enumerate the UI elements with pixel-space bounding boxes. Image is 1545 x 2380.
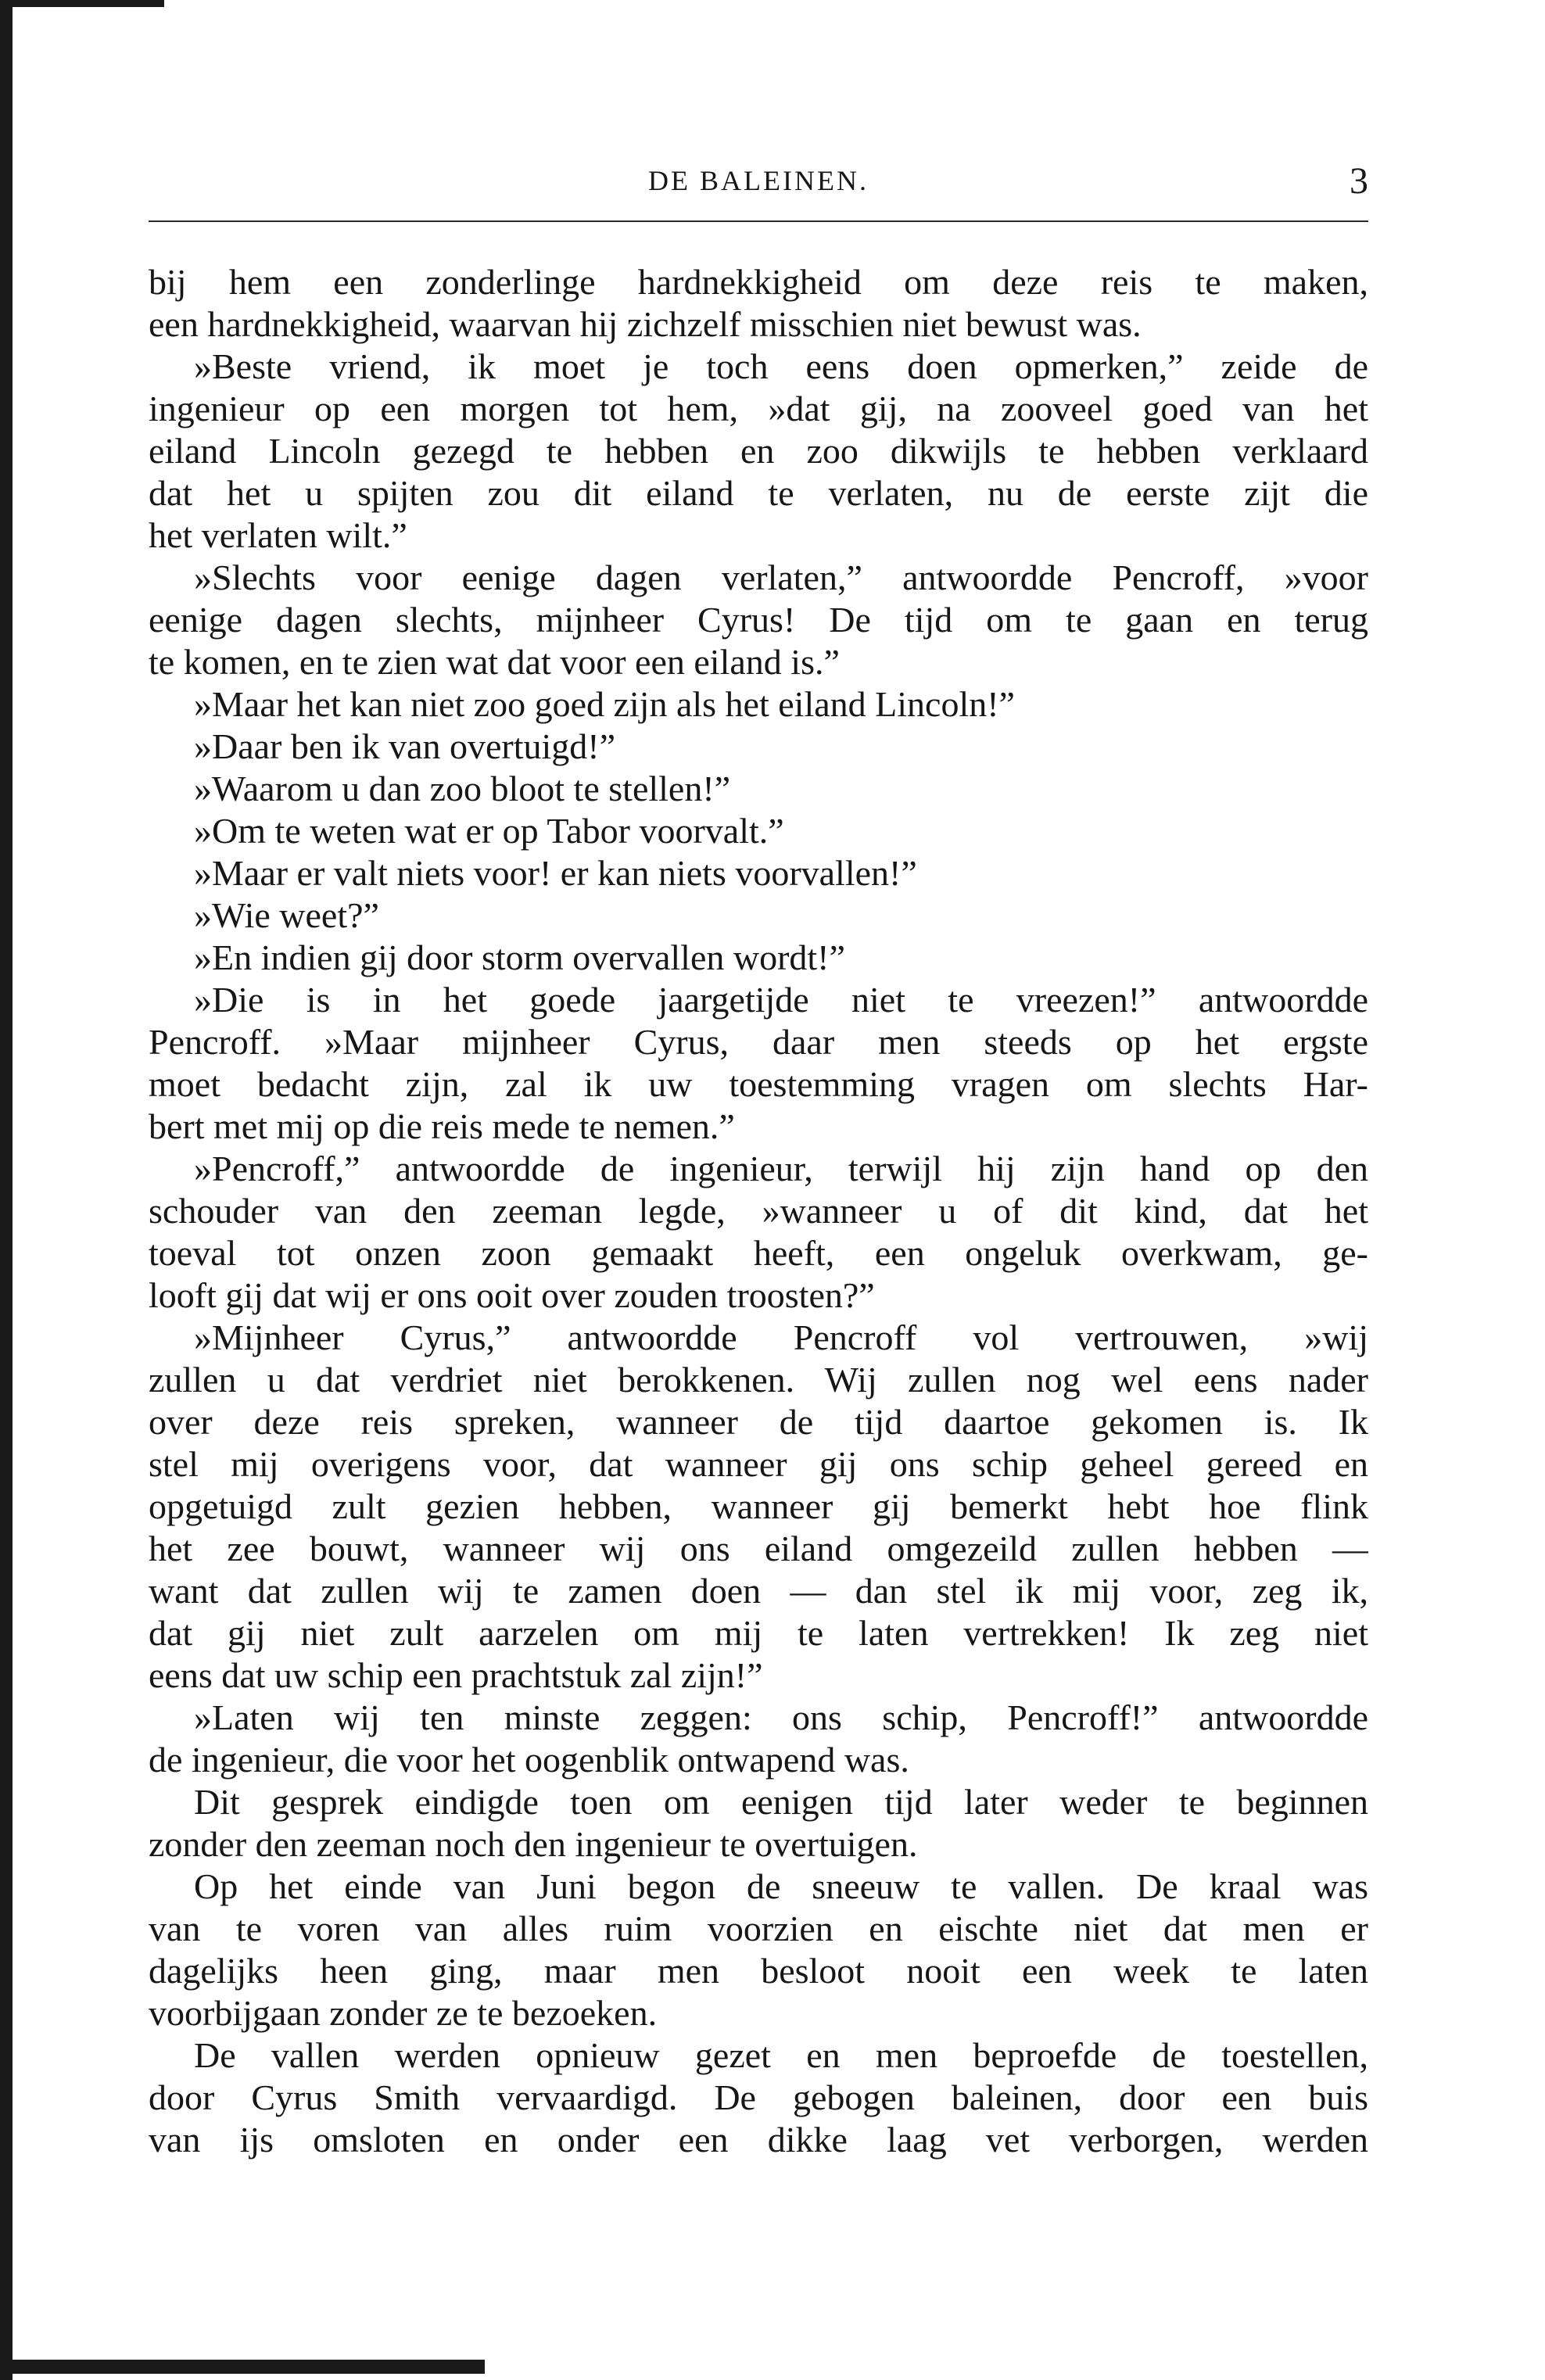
text-line: stel mij overigens voor, dat wanneer gij ons schip geheel gereed en bbox=[149, 1444, 1368, 1484]
text-line: bij hem een zonderlinge hardnekkigheid om deze reis te maken, bbox=[149, 262, 1368, 302]
text-line: opgetuigd zult gezien hebben, wanneer gij bemerkt hebt hoe flink bbox=[149, 1486, 1368, 1526]
text-line: een hardnekkigheid, waarvan hij zichzelf misschien niet bewust was. bbox=[149, 304, 1142, 344]
text-line: van te voren van alles ruim voorzien en eischte niet dat men er bbox=[149, 1909, 1368, 1948]
page-number: 3 bbox=[1350, 160, 1368, 202]
text-line: looft gij dat wij er ons ooit over zouden troosten?” bbox=[149, 1275, 875, 1315]
text-line: eenige dagen slechts, mijnheer Cyrus! De tijd om te gaan en terug bbox=[149, 600, 1368, 640]
header-rule bbox=[149, 220, 1368, 222]
text-line: zullen u dat verdriet niet berokkenen. Wij zullen nog wel eens nader bbox=[149, 1360, 1368, 1400]
text-line: Pencroff. »Maar mijnheer Cyrus, daar men steeds op het ergste bbox=[149, 1022, 1368, 1062]
text-line: »Laten wij ten minste zeggen: ons schip, Pencroff!” antwoordde bbox=[194, 1697, 1368, 1737]
scan-edge-bottom bbox=[0, 2360, 485, 2374]
scan-edge-left bbox=[0, 0, 13, 2380]
text-line: eens dat uw schip een prachtstuk zal zijn!” bbox=[149, 1655, 763, 1695]
text-line: ingenieur op een morgen tot hem, »dat gij, na zooveel goed van het bbox=[149, 389, 1368, 428]
text-line: »Die is in het goede jaargetijde niet te vreezen!” antwoordde bbox=[194, 980, 1368, 1020]
text-line: »Maar het kan niet zoo goed zijn als het eiland Lincoln!” bbox=[194, 684, 1015, 724]
text-line: toeval tot onzen zoon gemaakt heeft, een ongeluk overkwam, ge- bbox=[149, 1233, 1368, 1273]
text-line: de ingenieur, die voor het oogenblik ontwapend was. bbox=[149, 1740, 909, 1780]
text-line: schouder van den zeeman legde, »wanneer u of dit kind, dat het bbox=[149, 1191, 1368, 1231]
page-header bbox=[149, 155, 1368, 217]
text-line: »Slechts voor eenige dagen verlaten,” antwoordde Pencroff, »voor bbox=[194, 557, 1368, 597]
text-line: dat het u spijten zou dit eiland te verlaten, nu de eerste zijt die bbox=[149, 473, 1368, 513]
text-line: bert met mij op die reis mede te nemen.” bbox=[149, 1106, 735, 1146]
text-line: »Om te weten wat er op Tabor voorvalt.” bbox=[194, 811, 784, 851]
text-line: De vallen werden opnieuw gezet en men beproefde de toestellen, bbox=[194, 2035, 1368, 2075]
text-line: dagelijks heen ging, maar men besloot nooit een week te laten bbox=[149, 1951, 1368, 1991]
text-line: »Mijnheer Cyrus,” antwoordde Pencroff vol vertrouwen, »wij bbox=[194, 1317, 1368, 1357]
text-line: door Cyrus Smith vervaardigd. De gebogen baleinen, door een buis bbox=[149, 2077, 1368, 2117]
scan-edge-top bbox=[0, 0, 164, 7]
text-line: want dat zullen wij te zamen doen — dan stel ik mij voor, zeg ik, bbox=[149, 1571, 1368, 1611]
text-line: zonder den zeeman noch den ingenieur te overtuigen. bbox=[149, 1824, 918, 1864]
body-text bbox=[149, 261, 1368, 2161]
text-line: »En indien gij door storm overvallen wordt!” bbox=[194, 937, 845, 977]
text-line: voorbijgaan zonder ze te bezoeken. bbox=[149, 1993, 658, 2033]
text-line: moet bedacht zijn, zal ik uw toestemming vragen om slechts Har- bbox=[149, 1064, 1368, 1104]
text-line: Dit gesprek eindigde toen om eenigen tijd later weder te beginnen bbox=[194, 1782, 1368, 1822]
text-line: het verlaten wilt.” bbox=[149, 515, 407, 555]
text-line: eiland Lincoln gezegd te hebben en zoo dikwijls te hebben verklaard bbox=[149, 431, 1368, 471]
text-line: het zee bouwt, wanneer wij ons eiland omgezeild zullen hebben — bbox=[149, 1529, 1368, 1568]
text-line: »Beste vriend, ik moet je toch eens doen opmerken,” zeide de bbox=[194, 346, 1368, 386]
text-line: Op het einde van Juni begon de sneeuw te vallen. De kraal was bbox=[194, 1866, 1368, 1906]
text-line: over deze reis spreken, wanneer de tijd daartoe gekomen is. Ik bbox=[149, 1402, 1368, 1442]
text-line: dat gij niet zult aarzelen om mij te laten vertrekken! Ik zeg niet bbox=[149, 1613, 1368, 1653]
text-line: »Daar ben ik van overtuigd!” bbox=[194, 726, 616, 766]
text-line: »Maar er valt niets voor! er kan niets voorvallen!” bbox=[194, 853, 917, 893]
text-line: te komen, en te zien wat dat voor een eiland is.” bbox=[149, 642, 840, 682]
text-line: »Waarom u dan zoo bloot te stellen!” bbox=[194, 769, 731, 808]
text-line: »Pencroff,” antwoordde de ingenieur, terwijl hij zijn hand op den bbox=[194, 1149, 1368, 1188]
text-line: van ijs omsloten en onder een dikke laag vet verborgen, werden bbox=[149, 2120, 1368, 2160]
running-title: DE BALEINEN. bbox=[648, 165, 869, 196]
text-line: »Wie weet?” bbox=[194, 895, 379, 935]
